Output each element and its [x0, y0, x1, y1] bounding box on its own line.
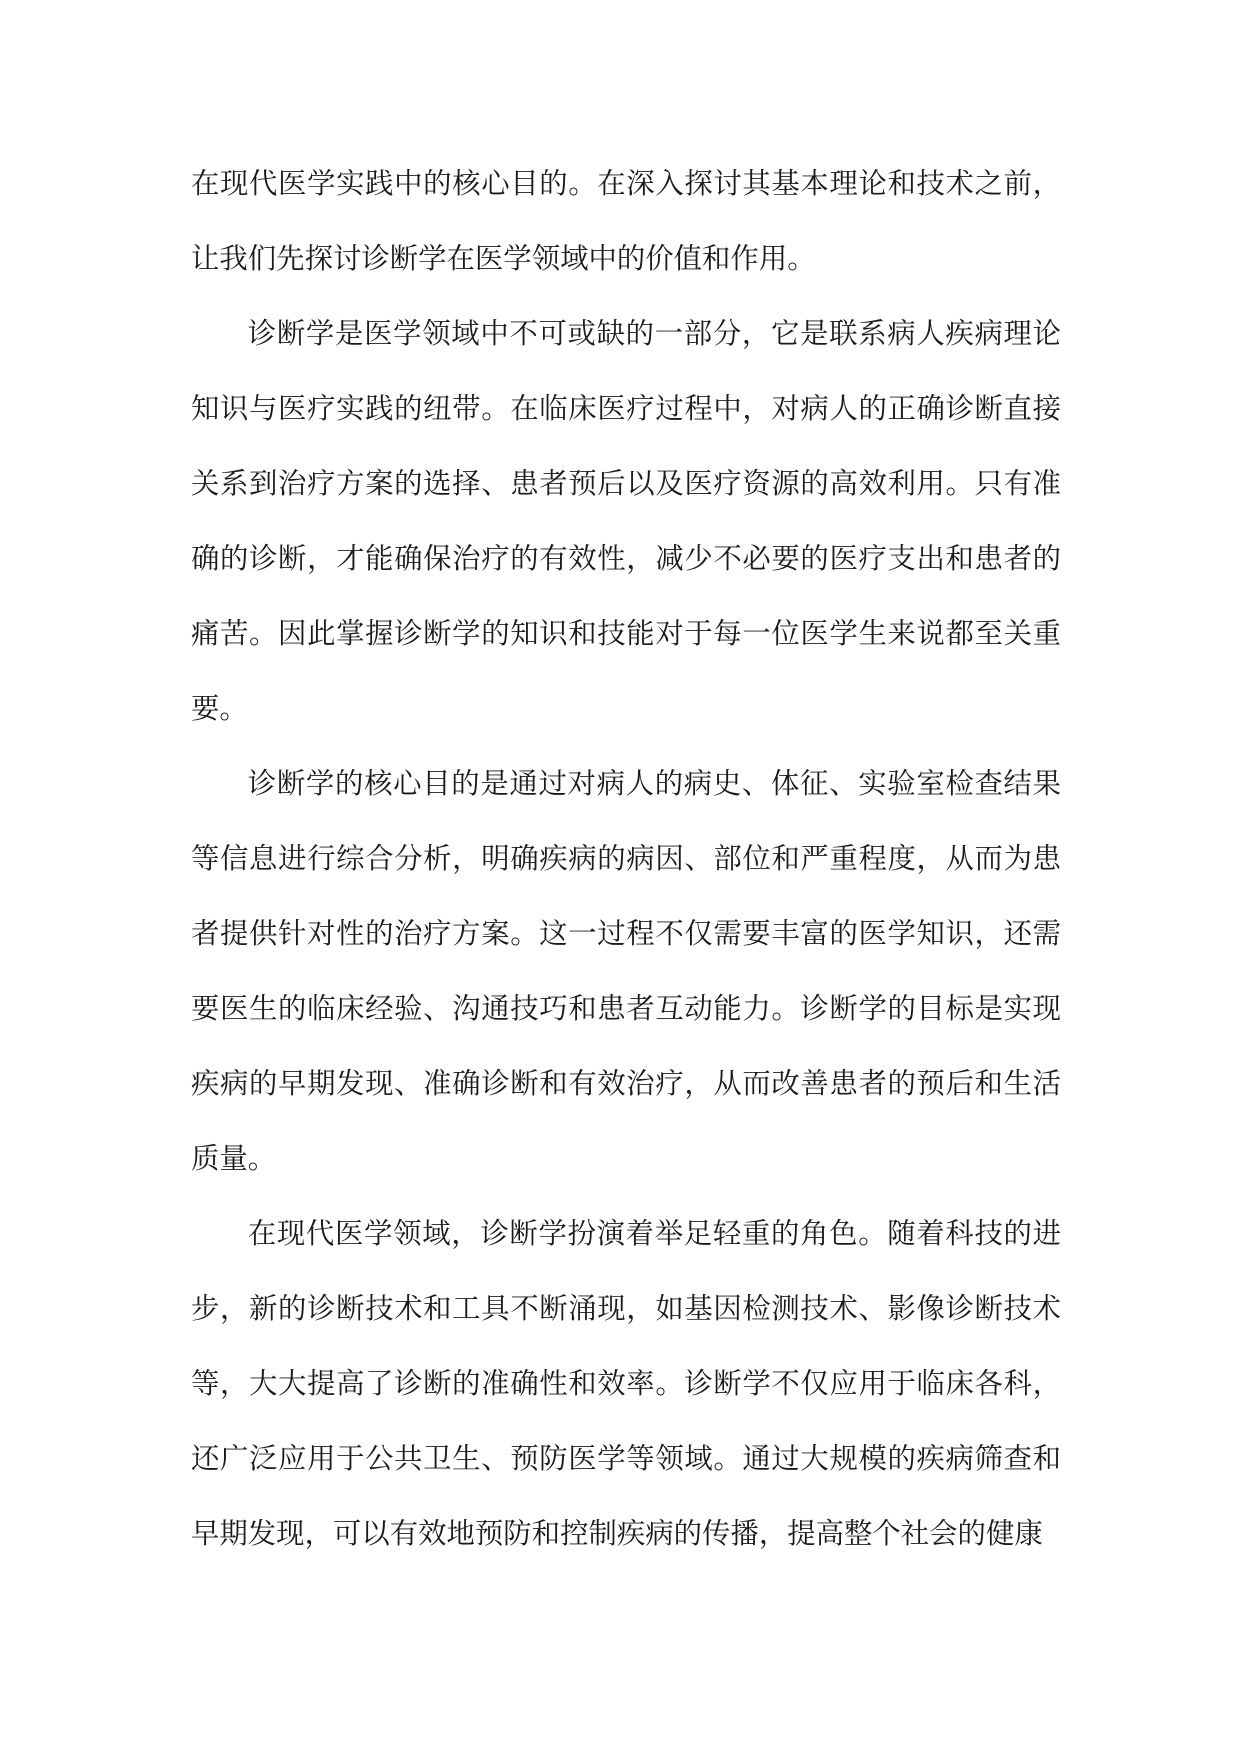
document-body	[191, 146, 1061, 1571]
paragraph-diagnostics-modern-role: 在现代医学领域，诊断学扮演着举足轻重的角色。随着科技的进步，新的诊断技术和工具不断涌现，如基因检测技术、影像诊断技术等，大大提高了诊断的准确性和效率。诊断学不仅应用于临床各科，还广泛应用于公共卫生、预防医学等领域。通过大规模的疾病筛查和早期发现，可以有效地预防和控制疾病的传播，提高整个社会的健康	[191, 1217, 1061, 1550]
paragraph-diagnostics-importance: 诊断学是医学领域中不可或缺的一部分，它是联系病人疾病理论知识与医疗实践的纽带。在临床医疗过程中，对病人的正确诊断直接关系到治疗方案的选择、患者预后以及医疗资源的高效利用。只有准确的诊断，才能确保治疗的有效性，减少不必要的医疗支出和患者的痛苦。因此掌握诊断学的知识和技能对于每一位医学生来说都至关重要。	[191, 317, 1061, 725]
paragraph-diagnostics-core-purpose: 诊断学的核心目的是通过对病人的病史、体征、实验室检查结果等信息进行综合分析，明确疾病的病因、部位和严重程度，从而为患者提供针对性的治疗方案。这一过程不仅需要丰富的医学知识，还需要医生的临床经验、沟通技巧和患者互动能力。诊断学的目标是实现疾病的早期发现、准确诊断和有效治疗，从而改善患者的预后和生活质量。	[191, 767, 1061, 1175]
paragraph-continuation: 在现代医学实践中的核心目的。在深入探讨其基本理论和技术之前，让我们先探讨诊断学在医学领域中的价值和作用。	[191, 167, 1061, 275]
